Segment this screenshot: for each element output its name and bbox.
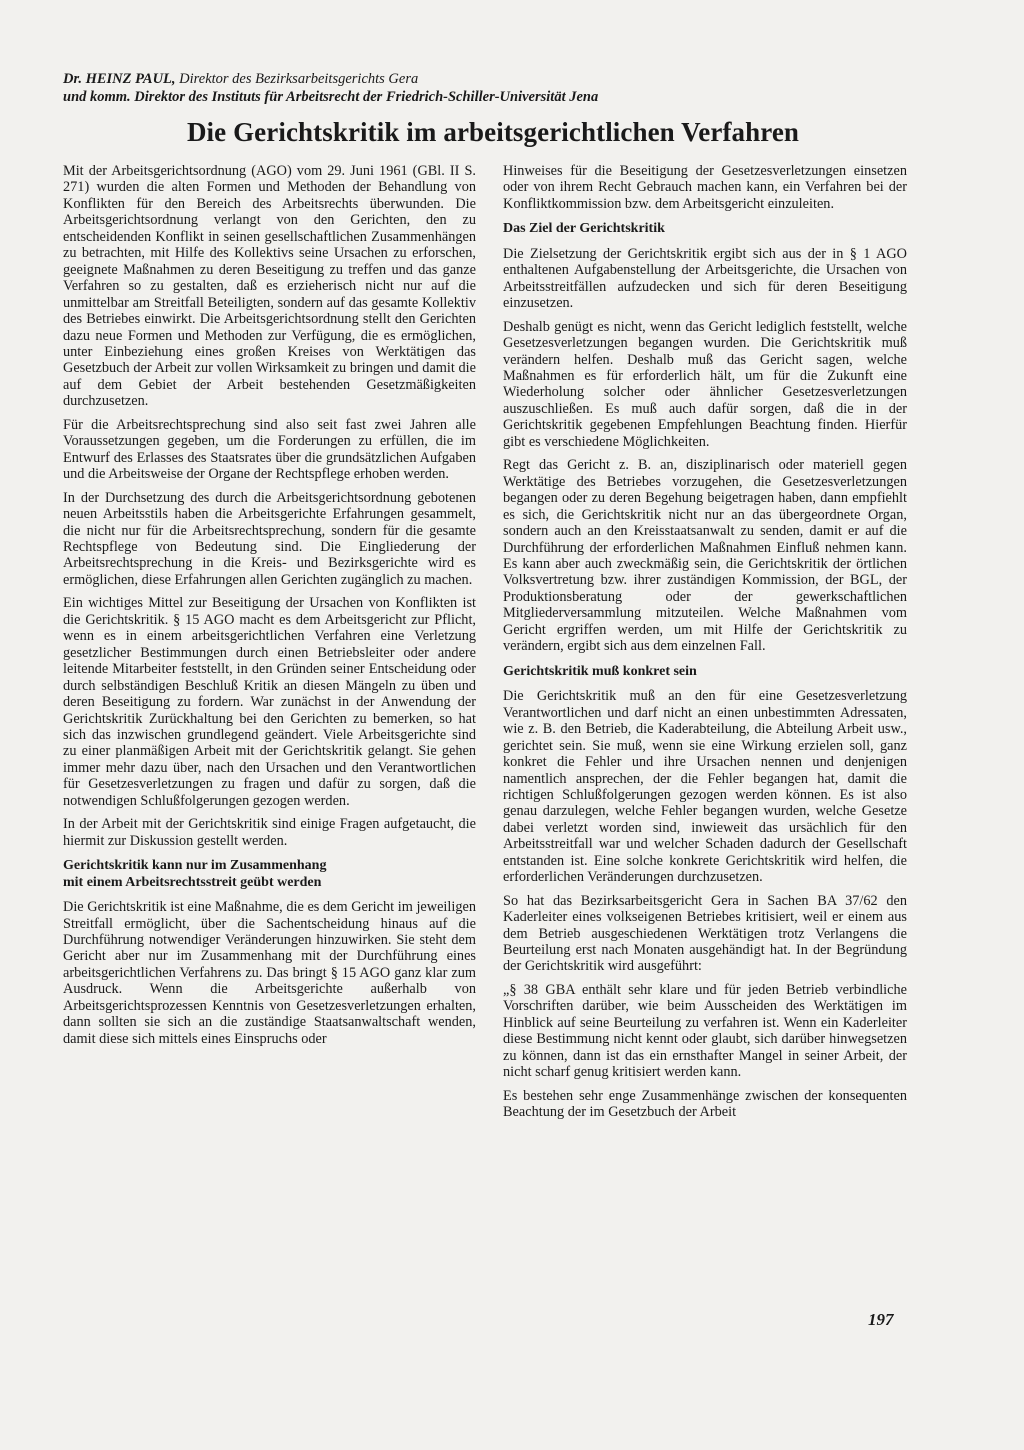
paragraph: Ein wichtiges Mittel zur Beseitigung der Ursachen von Konflikten ist die Gerichtskritik. § 15 AGO macht es dem Arbeitsgericht zur Pflicht, wenn es in einem arbeitsgerichtlichen Verfahren eine Verletzung gesetzlicher Bestimmungen durch einen Betriebsleiter oder andere leitende Mitarbeiter feststellt, in den Gründen seiner Entscheidung oder durch selbständigen Beschluß Kritik an diesen Mängeln zu üben und deren Beseitigung zu fordern. War zunächst in der Anwendung der Gerichtskritik Zurückhaltung bei den Gerichten zu bemerken, so hat sich das inzwischen grundlegend geändert. Viele Arbeitsgerichte sind zu einer planmäßigen Arbeit mit der Gerichtskritik gelangt. Sie gehen immer mehr dazu über, nach den Ursachen und den Verantwortlichen für Gesetzesverletzungen zu fragen und dafür zu sorgen, daß die notwendigen Schlußfolgerungen gezogen werden. <box>63 595 476 809</box>
paragraph: So hat das Bezirksarbeitsgericht Gera in Sachen BA 37/62 den Kaderleiter eines volkseigenen Betriebes kritisiert, weil er einem aus dem Betrieb ausgeschiedenen Werktätigen trotz Verlangens die Beurteilung erst nach Monaten ausgehändigt hat. In der Begründung der Gerichtskritik wird ausgeführt: <box>503 892 907 975</box>
paragraph: Mit der Arbeitsgerichtsordnung (AGO) vom 29. Juni 1961 (GBl. II S. 271) wurden die alten Formen und Methoden der Behandlung von Konflikten für den Bereich des Arbeitsrechts überwunden. Die Arbeitsgerichtsordnung verlangt von den Gerichten, den zu entscheidenden Konflikt in seinen gesellschaftlichen Zusammenhängen zu betrachten, mit Hilfe des Kollektivs seine Ursachen zu erforschen, geeignete Maßnahmen zu deren Beseitigung zu treffen und das ganze Verfahren so zu gestalten, daß es erzieherisch nicht nur auf die unmittelbar am Streitfall Beteiligten, sondern auf das gesamte Kollektiv des Betriebes einwirkt. Die Arbeitsgerichtsordnung stellt den Gerichten dazu neue Formen und Methoden zur Verfügung, die es ermöglichen, unter Einbeziehung eines großen Kreises von Werktätigen das Gesetzbuch der Arbeit zur vollen Wirksamkeit zu bringen und damit die auf dem Gebiet der Arbeit bestehenden Gesetzmäßigkeiten durchzusetzen. <box>63 163 476 410</box>
article-title: Die Gerichtskritik im arbeitsgerichtlichen Verfahren <box>186 117 800 147</box>
paragraph: Die Gerichtskritik muß an den für eine Gesetzesverletzung Verantwortlichen und darf nicht an einen unbestimmten Adressaten, wie z. B. den Betrieb, die Kaderabteilung, die Abteilung Arbeit usw., gerichtet sein. Sie muß, wenn sie eine Wirkung erzielen soll, ganz konkret die Fehler und ihre Ursachen nennen und denjenigen namentlich ansprechen, der die Fehler begangen hat, damit die richtigen Schlußfolgerungen gezogen werden können. Es ist also genau darzulegen, welche Fehler begangen wurden, welche Gesetze dabei verletzt worden sind, inwieweit das ursächlich für den Arbeitsstreitfall war und welcher Schaden dadurch der Gesellschaft entstanden ist. Eine solche konkrete Gerichtskritik wird helfen, die erforderlichen Veränderungen durchzusetzen. <box>503 688 907 886</box>
paragraph: Für die Arbeitsrechtsprechung sind also seit fast zwei Jahren alle Voraussetzungen gegeben, um die Forderungen zu erfüllen, die im Entwurf des Erlasses des Staatsrates über die grundsätzlichen Aufgaben und die Arbeitsweise der Organe der Rechtspflege erhoben werden. <box>63 416 476 483</box>
quotation: „§ 38 GBA enthält sehr klare und für jeden Betrieb verbindliche Vorschriften darüber, wie beim Ausscheiden des Werktätigen im Hinblick auf seine Beurteilung zu verfahren ist. Wenn ein Kaderleiter diese Bestimmung nicht kennt oder glaubt, sich darüber hinwegsetzen zu können, dann ist das ein ernsthafter Mangel in seiner Arbeit, der nicht scharf genug kritisiert werden kann. <box>503 981 907 1081</box>
paragraph: Deshalb genügt es nicht, wenn das Gericht lediglich feststellt, welche Gesetzesverletzungen begangen wurden. Die Gerichtskritik muß verändern helfen. Deshalb muß das Gericht sagen, welche Maßnahmen es für erforderlich hält, um für die Zukunft eine Wiederholung solcher oder ähnlicher Gesetzesverletzungen auszuschließen. Es muß auch dafür sorgen, daß die in der Gerichtskritik gegebenen Empfehlungen Beachtung finden. Hierfür gibt es verschiedene Möglichkeiten. <box>503 318 907 450</box>
section-heading: Das Ziel der Gerichtskritik <box>503 221 665 237</box>
author-position: Direktor des Bezirksarbeitsgerichts Gera <box>175 71 419 87</box>
author-byline <box>63 70 923 106</box>
byline-line-1 <box>63 70 923 88</box>
paragraph: Die Zielsetzung der Gerichtskritik ergibt sich aus der in § 1 AGO enthaltenen Aufgabenstellung der Arbeitsgerichte, die Ursachen von Arbeitsstreitfällen aufzudecken und sich für deren Beseitigung einzusetzen. <box>503 245 907 312</box>
right-column <box>503 163 907 1128</box>
paragraph: Es bestehen sehr enge Zusammenhänge zwischen der konsequenten Beachtung der im Gesetzbuch der Arbeit <box>503 1087 907 1121</box>
author-name: Dr. HEINZ PAUL, <box>63 71 176 87</box>
paragraph: Hinweises für die Beseitigung der Gesetzesverletzungen einsetzen oder von ihrem Recht Gebrauch machen kann, ein Verfahren bei der Konfliktkommission bzw. dem Arbeitsgericht einzuleiten. <box>503 163 907 212</box>
author-university: Friedrich-Schiller-Universität Jena <box>385 89 599 105</box>
paragraph: Die Gerichtskritik ist eine Maßnahme, die es dem Gericht im jeweiligen Streitfall ermöglicht, über die Sachentscheidung hinaus auf die Durchführung notwendiger Veränderungen hinzuwirken. Sie steht dem Gericht aber nur im Zusammenhang mit der Durchführung eines arbeitsgerichtlichen Verfahrens zu. Das bringt § 15 AGO ganz klar zum Ausdruck. Wenn die Arbeitsgerichte außerhalb von Arbeitsgerichtsprozessen Kenntnis von Gesetzesverletzungen erhalten, dann sollten sie sich an die zuständige Staatsanwaltschaft wenden, damit diese sich mittels eines Einspruchs oder <box>63 899 476 1047</box>
section-heading-line-1: Gerichtskritik kann nur im Zusammenhang <box>63 858 327 874</box>
paragraph: In der Arbeit mit der Gerichtskritik sind einige Fragen aufgetaucht, die hiermit zur Diskussion gestellt werden. <box>63 816 476 849</box>
section-heading: Gerichtskritik muß konkret sein <box>503 663 697 679</box>
section-heading <box>63 858 476 891</box>
author-role: und komm. Direktor des Instituts für Arbeitsrecht der <box>63 89 386 105</box>
left-column <box>63 163 476 1054</box>
paragraph: Regt das Gericht z. B. an, disziplinarisch oder materiell gegen Werktätige des Betriebes vorzugehen, die Gesetzesverletzungen begangen oder zu deren Begehung beigetragen haben, dann empfiehlt es sich, die Gerichtskritik nicht nur an das übergeordnete Organ, sondern auch an den Kreisstaatsanwalt zu senden, damit er auf die Durchführung der erforderlichen Maßnahmen Einfluß nehmen kann. Es kann aber auch zweckmäßig sein, die Gerichtskritik der örtlichen Volksvertretung bzw. ihrer zuständigen Kommission, der BGL, der Produktionsberatung oder der gewerkschaftlichen Mitgliederversammlung mitzuteilen. Welche Maßnahmen vom Gericht ergriffen werden, um mit Hilfe der Gerichtskritik zu verändern, ergibt sich aus dem einzelnen Fall. <box>503 457 907 655</box>
paragraph: In der Durchsetzung des durch die Arbeitsgerichtsordnung gebotenen neuen Arbeitsstils haben die Arbeitsgerichte Erfahrungen gesammelt, die nicht nur für die Arbeitsrechtsprechung, sondern für die gesamte Rechtspflege von Bedeutung sind. Die Eingliederung der Arbeitsrechtsprechung in die Kreis- und Bezirksgerichte wird es ermöglichen, diese Erfahrungen allen Gerichten zugänglich zu machen. <box>63 489 476 588</box>
byline-line-2 <box>63 88 923 106</box>
section-heading-line-2: mit einem Arbeitsrechtsstreit geübt werden <box>63 874 322 890</box>
page-number: 197 <box>868 1310 894 1329</box>
